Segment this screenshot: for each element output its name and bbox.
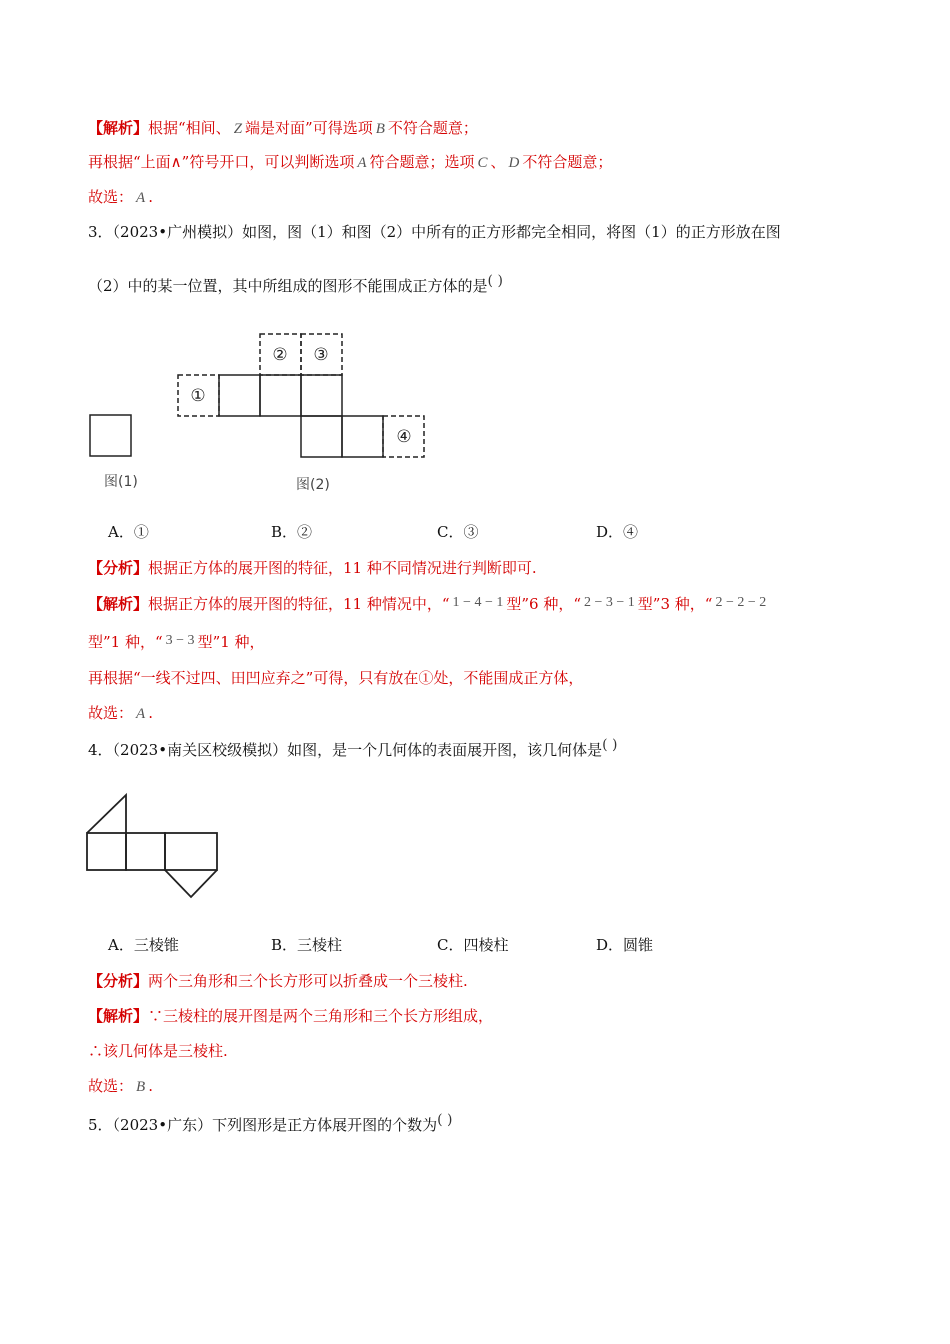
marker-1: ①: [190, 386, 206, 406]
q3-option-b[interactable]: B．②: [271, 523, 313, 541]
q3-stem-line2: （2）中的某一位置，其中所组成的图形不能围成正方体的是( ): [88, 273, 503, 295]
fenxi-tag: 【分析】: [88, 559, 149, 577]
marker-4: ④: [396, 427, 412, 447]
q4-option-b[interactable]: B．三棱柱: [271, 936, 343, 954]
fig2-label: 图(2): [296, 477, 330, 493]
q3-option-d[interactable]: D．④: [596, 523, 639, 541]
net-rectangle: [126, 833, 165, 870]
q4-stem: 4．（2023•南关区校级模拟）如图，是一个几何体的表面展开图，该几何体是( ): [88, 737, 618, 759]
q5-stem: 5．（2023•广东）下列图形是正方体展开图的个数为( ): [88, 1112, 453, 1134]
q4-option-d[interactable]: D．圆锥: [596, 936, 654, 954]
q4-answer: 故选： B .: [88, 1077, 153, 1095]
jiexi-tag: 【解析】: [88, 1007, 149, 1025]
q2-answer: 故选： A .: [88, 188, 153, 206]
q3-jiexi-line2: 型”1 种，“ 3 − 3 型”1 种，: [88, 633, 265, 651]
q3-fenxi: 【分析】根据正方体的展开图的特征，11 种不同情况进行判断即可.: [88, 559, 537, 577]
q3-answer: 故选： A .: [88, 704, 153, 722]
net-triangle-top: [87, 795, 126, 833]
marker-2: ②: [272, 345, 288, 365]
q2-jiexi-line1: 【解析】根据“相间、 Z 端是对面”可得选项 B 不符合题意；: [88, 119, 478, 137]
q3-option-c[interactable]: C．③: [437, 523, 479, 541]
q4-jiexi-line1: 【解析】∵三棱柱的展开图是两个三角形和三个长方形组成，: [88, 1007, 494, 1025]
q2-jiexi-line2: 再根据“上面∧”符号开口，可以判断选项 A 符合题意；选项 C 、 D 不符合题意；: [88, 153, 613, 171]
jiexi-tag: 【解析】: [88, 595, 149, 613]
q3-option-a[interactable]: A．①: [108, 523, 149, 541]
q3-stem-line1: 3．（2023•广州模拟）如图，图（1）和图（2）中所有的正方形都完全相同，将图（1）的正方形放在图: [88, 223, 781, 241]
net-triangle-bottom: [165, 870, 217, 897]
net-rectangle: [165, 833, 217, 870]
q4-option-a[interactable]: A．三棱锥: [108, 936, 179, 954]
fenxi-tag: 【分析】: [88, 972, 149, 990]
q3-jiexi-line1: 【解析】根据正方体的展开图的特征，11 种情况中，“ 1 − 4 − 1 型”6 种，“ 2 − 3 − 1 型”3 种，“ 2 − 2 − 2: [88, 595, 767, 613]
q4-fenxi: 【分析】两个三角形和三个长方形可以折叠成一个三棱柱.: [88, 972, 468, 990]
marker-3: ③: [313, 345, 329, 365]
q4-option-c[interactable]: C．四棱柱: [437, 936, 509, 954]
jiexi-tag: 【解析】: [88, 119, 149, 137]
net-rectangle: [87, 833, 126, 870]
q4-jiexi-line2: ∴该几何体是三棱柱.: [88, 1042, 228, 1060]
q3-jiexi-line3: 再根据“一线不过四、田凹应弃之”可得，只有放在①处，不能围成正方体，: [88, 669, 584, 687]
fig1-label: 图(1): [104, 474, 138, 490]
